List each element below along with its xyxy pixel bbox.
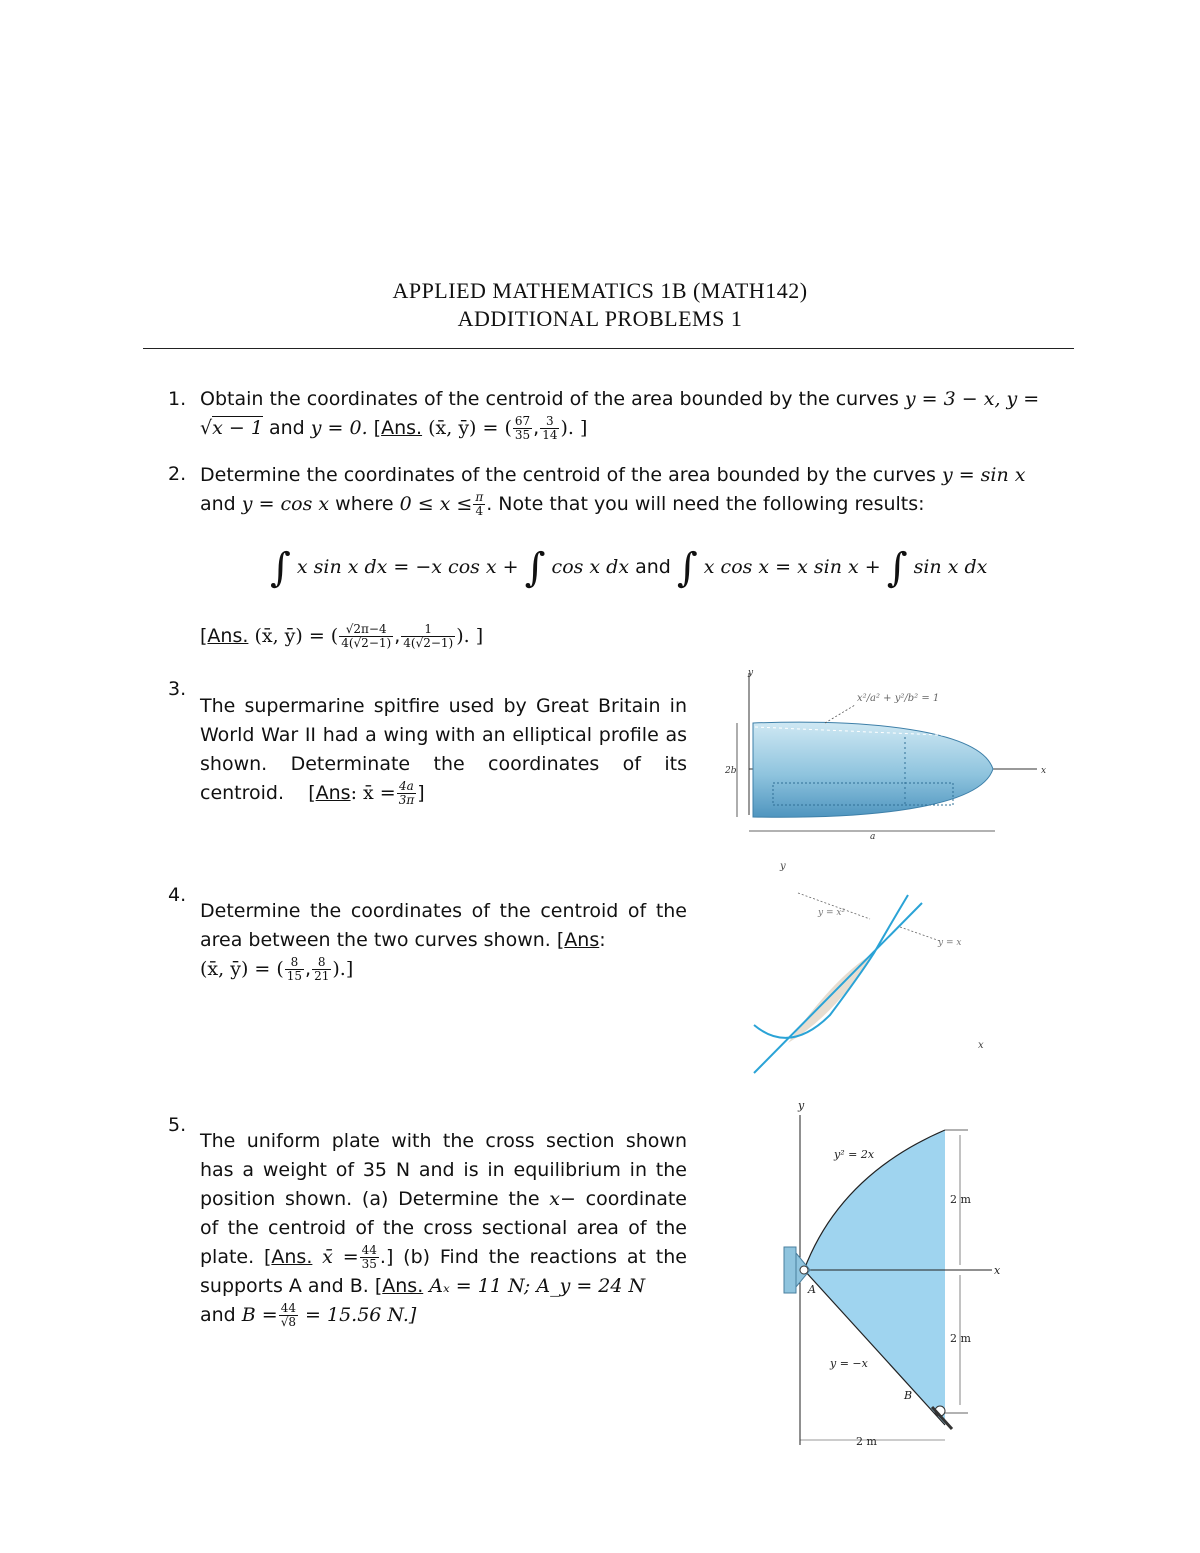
- fig5-y-label: y: [798, 1099, 805, 1112]
- answer-label: Ans.: [381, 417, 423, 439]
- curves-figure: [740, 855, 1000, 1080]
- fig3-height-label: 2b: [725, 766, 737, 776]
- pin-support-a: [784, 1247, 796, 1293]
- document-title: APPLIED MATHEMATICS 1B (MATH142): [392, 278, 808, 303]
- problem-4-number: 4.: [168, 884, 187, 906]
- fraction: $\frac{3}{14}$: [542, 414, 558, 442]
- fig5-curve2-label: y = −x: [830, 1357, 868, 1370]
- integral-sign: ∫: [270, 545, 291, 591]
- wing-figure: [725, 665, 1055, 845]
- fig5-x-label: x: [994, 1264, 1001, 1277]
- fig5-dim-base: 2 m: [856, 1435, 877, 1448]
- fig3-equation: x²/a² + y²/b² = 1: [857, 693, 940, 704]
- problem-3-text: The supermarine spitfire used by Great Britain in World War II had a wing with an elliptical profile as shown. Determinate the coordinates of its centroid. [Ans: x̄ = $\frac{4a}{3\pi}$ ]: [200, 695, 687, 807]
- fraction: $\frac{67}{35}$: [514, 414, 531, 442]
- integral-sign: ∫: [676, 545, 698, 591]
- document-subtitle: ADDITIONAL PROBLEMS 1: [457, 306, 743, 331]
- bounded-region: [788, 953, 874, 1043]
- fig5-label-b: B: [904, 1389, 913, 1402]
- plate-figure: [770, 1095, 1020, 1455]
- sqrt-expression: √x − 1: [200, 417, 263, 439]
- fig3-width-label: a: [870, 832, 876, 842]
- integral-sign: ∫: [886, 545, 908, 591]
- fig4-x-label: x: [978, 1040, 984, 1051]
- fig4-curve2-label: y = x: [938, 938, 962, 948]
- problem-1-number: 1.: [168, 388, 187, 410]
- problem-5-text: The uniform plate with the cross section shown has a weight of 35 N and is in equilibrium in the position shown. (a) Determine the x− coordinate of the centroid of the cross sectional area of the plate. [Ans. x̄ = $\frac{44}{35}$ .] (b) Find the reactions at the supports A and B. [Ans. Aₓ = 11 N; A_y = 24 N and B = $\frac{44}{√8}$ = 15.56 N.]: [200, 1130, 687, 1329]
- integral-sign: ∫: [524, 545, 546, 591]
- line-curve: [754, 903, 922, 1073]
- wing-shape: [753, 722, 993, 817]
- fig5-label-a: A: [808, 1283, 816, 1296]
- problem-2-text: Determine the coordinates of the centroid of the area bounded by the curves y = sin x and y = cos x where 0 ≤ x ≤ $\frac{\pi}{4}$ . Note that you will need the following results:: [200, 464, 1026, 518]
- fig4-curve1-label: y = x²: [818, 908, 846, 918]
- problem-1-text: Obtain the coordinates of the centroid of the area bounded by the curves y = 3 − x, y = √x − 1 and y = 0. [Ans. (x̄, ȳ) = ( $\frac{67}{35}$ , $\frac{3}{14}$ ). ]: [200, 388, 1040, 442]
- fig5-dim-top: 2 m: [950, 1193, 971, 1206]
- fig4-y-label: y: [780, 861, 786, 872]
- fig3-x-label: x: [1041, 766, 1047, 776]
- fig3-y-label: y: [748, 668, 754, 678]
- fig5-dim-bottom: 2 m: [950, 1332, 971, 1345]
- problem-2-answer: [Ans. (x̄, ȳ) = ( $\frac{√2\pi-4}{4(√2-1)}$ , $\frac{1}{4(√2-1)}$ ). ]: [200, 622, 484, 650]
- problem-2-number: 2.: [168, 463, 187, 485]
- problem-3-number: 3.: [168, 678, 187, 700]
- fig5-curve1-label: y² = 2x: [834, 1148, 875, 1161]
- problem-5-number: 5.: [168, 1114, 187, 1136]
- problem-4-text: Determine the coordinates of the centroid of the area between the two curves shown. [Ans: (x̄, ȳ) = ( $\frac{8}{15}$ , $\frac{8}{21}$ ).]: [200, 900, 687, 983]
- header-divider: [143, 348, 1074, 349]
- integral-formula: ∫ x sin x dx = −x cos x + ∫ cos x dx and ∫ x cos x = x sin x + ∫ sin x dx: [270, 545, 988, 591]
- plate-region: [804, 1130, 945, 1425]
